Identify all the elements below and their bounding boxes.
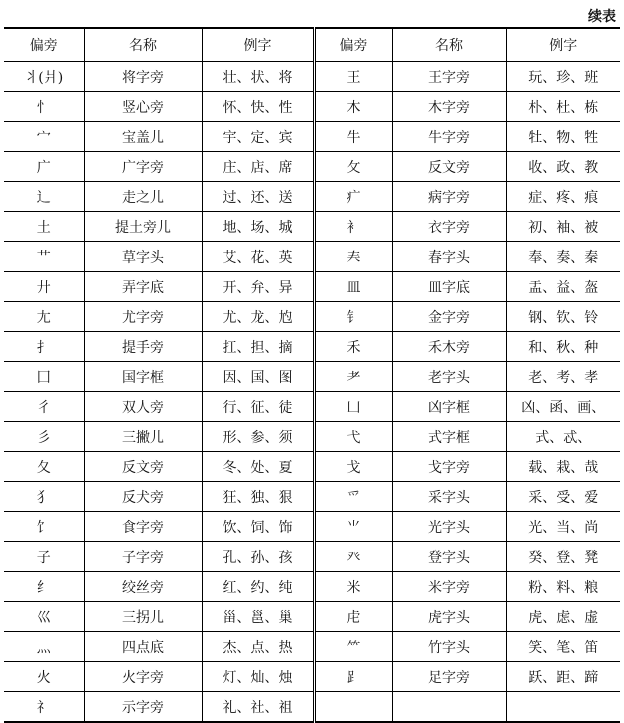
radical-cell-right: 凵 bbox=[314, 392, 392, 422]
examples-cell-right: 笑、笔、笛 bbox=[506, 632, 620, 662]
name-cell-right: 米字旁 bbox=[392, 572, 506, 602]
radical-cell-left: 廾 bbox=[4, 272, 84, 302]
table-row bbox=[4, 302, 620, 332]
radical-cell-right: 戈 bbox=[314, 452, 392, 482]
name-cell-left: 走之儿 bbox=[84, 182, 202, 212]
radical-cell-left: 艹 bbox=[4, 242, 84, 272]
examples-cell-left: 壮、状、将 bbox=[202, 62, 314, 92]
examples-cell-right: 收、政、教 bbox=[506, 152, 620, 182]
radical-cell-right: 疒 bbox=[314, 182, 392, 212]
examples-cell-right: 跃、距、蹄 bbox=[506, 662, 620, 692]
radical-cell-right: 耂 bbox=[314, 362, 392, 392]
examples-cell-right bbox=[506, 692, 620, 723]
header-radical-left: 偏旁 bbox=[4, 28, 84, 62]
header-row bbox=[4, 28, 620, 62]
examples-cell-left: 开、弁、异 bbox=[202, 272, 314, 302]
examples-cell-right: 式、忒、 bbox=[506, 422, 620, 452]
name-cell-left: 将字旁 bbox=[84, 62, 202, 92]
table-row bbox=[4, 512, 620, 542]
name-cell-right: 虎字头 bbox=[392, 602, 506, 632]
table-row bbox=[4, 572, 620, 602]
header-examples-right: 例字 bbox=[506, 28, 620, 62]
name-cell-right: 衣字旁 bbox=[392, 212, 506, 242]
header-name-left: 名称 bbox=[84, 28, 202, 62]
name-cell-right: 光字头 bbox=[392, 512, 506, 542]
radical-cell-right: 癶 bbox=[314, 542, 392, 572]
examples-cell-right: 采、受、爱 bbox=[506, 482, 620, 512]
radical-cell-left: 彡 bbox=[4, 422, 84, 452]
examples-cell-right: 载、栽、哉 bbox=[506, 452, 620, 482]
name-cell-right: 皿字底 bbox=[392, 272, 506, 302]
radical-cell-right: ⺮ bbox=[314, 632, 392, 662]
name-cell-right: 木字旁 bbox=[392, 92, 506, 122]
examples-cell-left: 扛、担、摘 bbox=[202, 332, 314, 362]
name-cell-right: 登字头 bbox=[392, 542, 506, 572]
examples-cell-right: 奉、奏、秦 bbox=[506, 242, 620, 272]
name-cell-right: 金字旁 bbox=[392, 302, 506, 332]
radical-cell-right: 皿 bbox=[314, 272, 392, 302]
radical-cell-right: ⺌ bbox=[314, 512, 392, 542]
name-cell-right: 凶字框 bbox=[392, 392, 506, 422]
examples-cell-left: 饮、饲、饰 bbox=[202, 512, 314, 542]
name-cell-left: 草字头 bbox=[84, 242, 202, 272]
name-cell-left: 反文旁 bbox=[84, 452, 202, 482]
radical-cell-right: 虍 bbox=[314, 602, 392, 632]
radical-cell-right: 钅 bbox=[314, 302, 392, 332]
examples-cell-left: 庄、店、席 bbox=[202, 152, 314, 182]
name-cell-left: 广字旁 bbox=[84, 152, 202, 182]
name-cell-left: 火字旁 bbox=[84, 662, 202, 692]
table-row bbox=[4, 92, 620, 122]
table-row bbox=[4, 242, 620, 272]
radical-cell-left: 饣 bbox=[4, 512, 84, 542]
examples-cell-left: 艾、花、英 bbox=[202, 242, 314, 272]
table-row bbox=[4, 542, 620, 572]
radical-cell-left: 彳 bbox=[4, 392, 84, 422]
examples-cell-right: 光、当、尚 bbox=[506, 512, 620, 542]
radical-cell-left: 辶 bbox=[4, 182, 84, 212]
examples-cell-left: 宇、定、宾 bbox=[202, 122, 314, 152]
radical-cell-right: 牛 bbox=[314, 122, 392, 152]
table-row bbox=[4, 422, 620, 452]
table-body bbox=[4, 62, 620, 723]
radical-cell-left: 夂 bbox=[4, 452, 84, 482]
radical-cell-left: 土 bbox=[4, 212, 84, 242]
radical-cell-left: 宀 bbox=[4, 122, 84, 152]
examples-cell-left: 地、场、城 bbox=[202, 212, 314, 242]
name-cell-right: 病字旁 bbox=[392, 182, 506, 212]
radical-cell-left: 犭 bbox=[4, 482, 84, 512]
name-cell-right: 禾木旁 bbox=[392, 332, 506, 362]
examples-cell-right: 虎、虑、虚 bbox=[506, 602, 620, 632]
radical-cell-right: 衤 bbox=[314, 212, 392, 242]
table-row bbox=[4, 662, 620, 692]
radical-cell-left: 礻 bbox=[4, 692, 84, 723]
examples-cell-left: 尤、龙、尥 bbox=[202, 302, 314, 332]
name-cell-left: 绞丝旁 bbox=[84, 572, 202, 602]
radical-cell-left: 广 bbox=[4, 152, 84, 182]
radical-cell-left: 纟 bbox=[4, 572, 84, 602]
examples-cell-left: 杰、点、热 bbox=[202, 632, 314, 662]
examples-cell-left: 甾、邕、巢 bbox=[202, 602, 314, 632]
examples-cell-left: 红、约、纯 bbox=[202, 572, 314, 602]
table-row bbox=[4, 212, 620, 242]
radical-cell-right: 禾 bbox=[314, 332, 392, 362]
header-examples-left: 例字 bbox=[202, 28, 314, 62]
name-cell-left: 弄字底 bbox=[84, 272, 202, 302]
name-cell-left: 示字旁 bbox=[84, 692, 202, 723]
radical-cell-right: 攵 bbox=[314, 152, 392, 182]
name-cell-left: 提土旁儿 bbox=[84, 212, 202, 242]
radical-cell-right: 王 bbox=[314, 62, 392, 92]
radical-cell-right: 木 bbox=[314, 92, 392, 122]
examples-cell-left: 灯、灿、烛 bbox=[202, 662, 314, 692]
name-cell-right: 式字框 bbox=[392, 422, 506, 452]
table-row bbox=[4, 152, 620, 182]
radical-cell-left: 扌 bbox=[4, 332, 84, 362]
name-cell-left: 反犬旁 bbox=[84, 482, 202, 512]
radical-cell-left: 巛 bbox=[4, 602, 84, 632]
table-row bbox=[4, 122, 620, 152]
radical-cell-left: 囗 bbox=[4, 362, 84, 392]
examples-cell-right: 钢、钦、铃 bbox=[506, 302, 620, 332]
radical-cell-left: 子 bbox=[4, 542, 84, 572]
examples-cell-right: 粉、料、粮 bbox=[506, 572, 620, 602]
radical-table-container bbox=[4, 27, 620, 716]
table-row bbox=[4, 392, 620, 422]
name-cell-left: 双人旁 bbox=[84, 392, 202, 422]
name-cell-right bbox=[392, 692, 506, 723]
name-cell-right: 反文旁 bbox=[392, 152, 506, 182]
name-cell-right: 春字头 bbox=[392, 242, 506, 272]
examples-cell-right: 老、考、孝 bbox=[506, 362, 620, 392]
examples-cell-left: 怀、快、性 bbox=[202, 92, 314, 122]
table-row bbox=[4, 602, 620, 632]
table-row bbox=[4, 452, 620, 482]
examples-cell-left: 行、征、徒 bbox=[202, 392, 314, 422]
radical-cell-right: 𡗗 bbox=[314, 242, 392, 272]
examples-cell-left: 因、国、图 bbox=[202, 362, 314, 392]
name-cell-right: 竹字头 bbox=[392, 632, 506, 662]
name-cell-right: 老字头 bbox=[392, 362, 506, 392]
examples-cell-right: 症、疼、痕 bbox=[506, 182, 620, 212]
examples-cell-left: 礼、社、祖 bbox=[202, 692, 314, 723]
name-cell-right: 足字旁 bbox=[392, 662, 506, 692]
name-cell-right: 戈字旁 bbox=[392, 452, 506, 482]
radical-cell-left: 丬(爿) bbox=[4, 62, 84, 92]
examples-cell-right: 牡、物、牲 bbox=[506, 122, 620, 152]
name-cell-right: 王字旁 bbox=[392, 62, 506, 92]
table-row bbox=[4, 482, 620, 512]
table-caption: 续表 bbox=[588, 9, 616, 25]
name-cell-left: 尤字旁 bbox=[84, 302, 202, 332]
radical-cell-right: 爫 bbox=[314, 482, 392, 512]
examples-cell-left: 形、参、须 bbox=[202, 422, 314, 452]
name-cell-left: 竖心旁 bbox=[84, 92, 202, 122]
radical-cell-left: 忄 bbox=[4, 92, 84, 122]
examples-cell-right: 凶、函、画、 bbox=[506, 392, 620, 422]
examples-cell-left: 冬、处、夏 bbox=[202, 452, 314, 482]
name-cell-left: 国字框 bbox=[84, 362, 202, 392]
table-row bbox=[4, 182, 620, 212]
table-row bbox=[4, 62, 620, 92]
examples-cell-right: 和、秋、种 bbox=[506, 332, 620, 362]
name-cell-right: 牛字旁 bbox=[392, 122, 506, 152]
name-cell-left: 宝盖儿 bbox=[84, 122, 202, 152]
radical-cell-left: 尢 bbox=[4, 302, 84, 332]
name-cell-left: 食字旁 bbox=[84, 512, 202, 542]
name-cell-left: 提手旁 bbox=[84, 332, 202, 362]
examples-cell-left: 孔、孙、孩 bbox=[202, 542, 314, 572]
table-row bbox=[4, 632, 620, 662]
radical-cell-left: 火 bbox=[4, 662, 84, 692]
table-row bbox=[4, 272, 620, 302]
table-row bbox=[4, 692, 620, 723]
radical-cell-left: 灬 bbox=[4, 632, 84, 662]
radical-cell-right bbox=[314, 692, 392, 723]
name-cell-right: 采字头 bbox=[392, 482, 506, 512]
examples-cell-right: 玩、珍、班 bbox=[506, 62, 620, 92]
examples-cell-right: 朴、杜、栋 bbox=[506, 92, 620, 122]
header-radical-right: 偏旁 bbox=[314, 28, 392, 62]
name-cell-left: 三拐儿 bbox=[84, 602, 202, 632]
examples-cell-left: 狂、独、狠 bbox=[202, 482, 314, 512]
table-row bbox=[4, 332, 620, 362]
radical-table bbox=[4, 27, 620, 723]
examples-cell-right: 癸、登、凳 bbox=[506, 542, 620, 572]
header-name-right: 名称 bbox=[392, 28, 506, 62]
examples-cell-right: 盂、益、盔 bbox=[506, 272, 620, 302]
name-cell-left: 四点底 bbox=[84, 632, 202, 662]
name-cell-left: 三撇儿 bbox=[84, 422, 202, 452]
examples-cell-left: 过、还、送 bbox=[202, 182, 314, 212]
examples-cell-right: 初、袖、被 bbox=[506, 212, 620, 242]
table-row bbox=[4, 362, 620, 392]
name-cell-left: 子字旁 bbox=[84, 542, 202, 572]
radical-cell-right: ⻊ bbox=[314, 662, 392, 692]
radical-cell-right: 弋 bbox=[314, 422, 392, 452]
radical-cell-right: 米 bbox=[314, 572, 392, 602]
